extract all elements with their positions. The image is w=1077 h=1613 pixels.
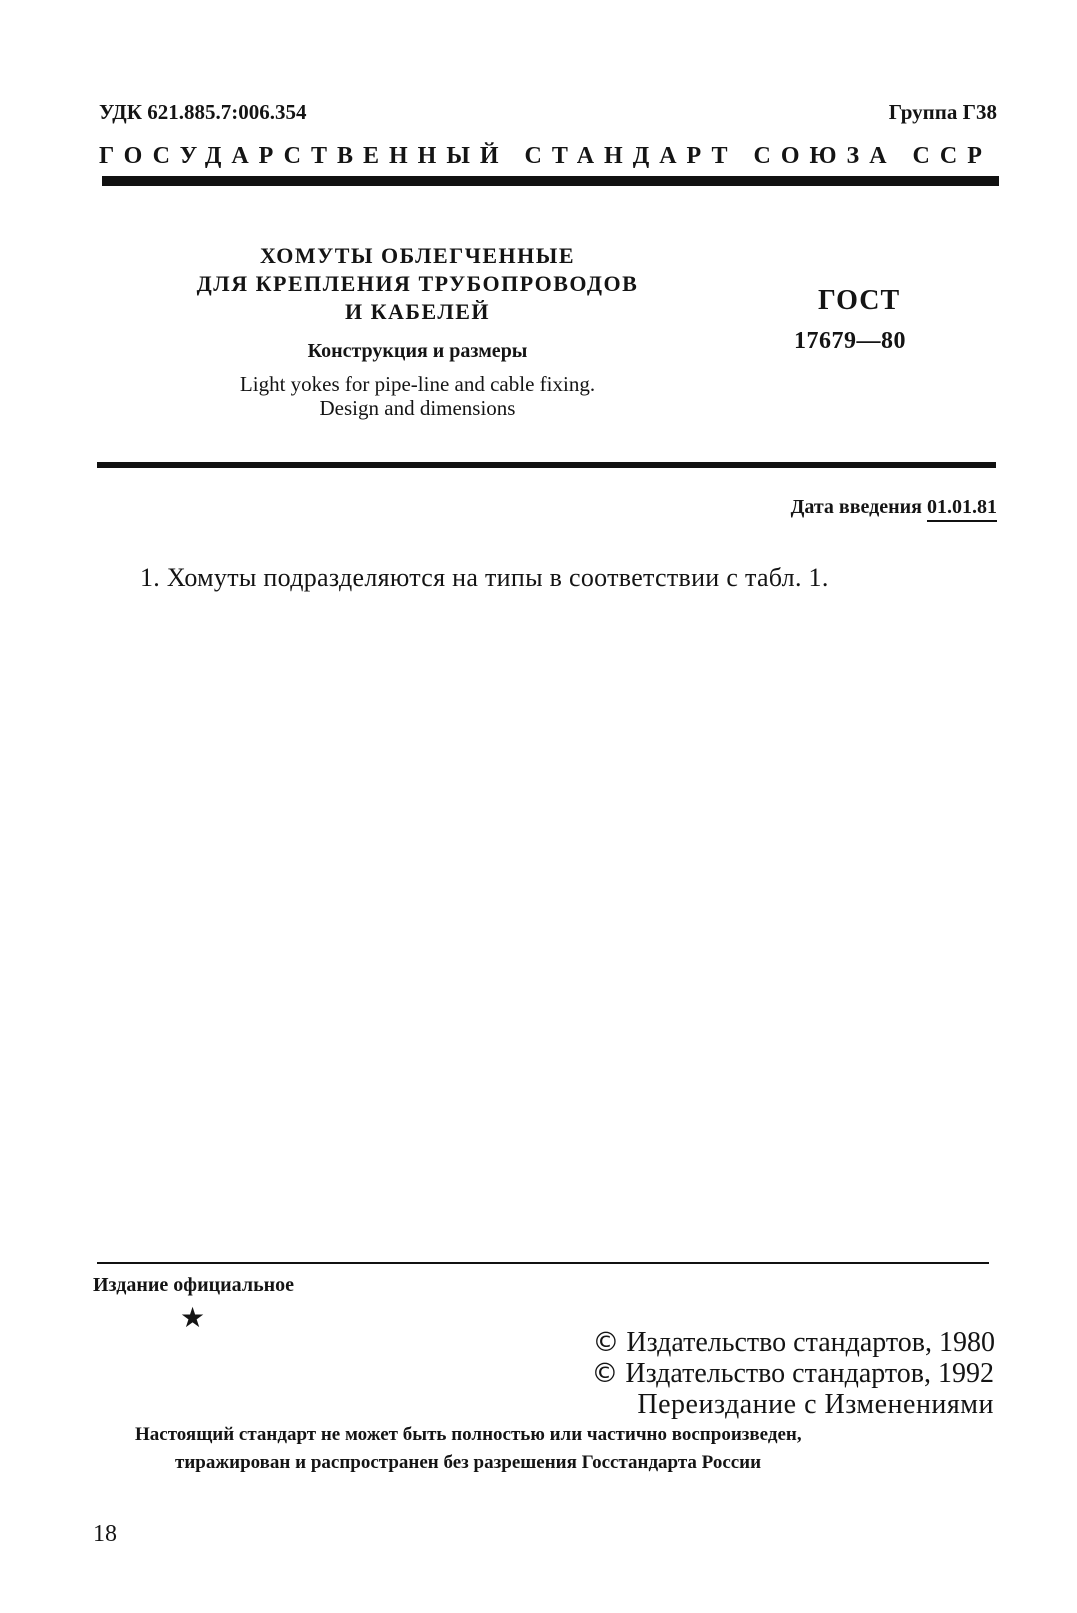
title-line-2: ДЛЯ КРЕПЛЕНИЯ ТРУБОПРОВОДОВ: [196, 271, 639, 296]
notice-line-2: тиражирован и распространен без разрешения Госстандарта России: [175, 1452, 762, 1473]
star-icon: ★: [180, 1303, 206, 1334]
copyright-icon: ©: [591, 1358, 619, 1389]
gost-label: ГОСТ: [818, 285, 901, 316]
copyright-1992-text: Издательство стандартов, 1992: [625, 1358, 994, 1389]
middle-rule: [97, 462, 996, 468]
copyright-1992: [591, 1358, 994, 1390]
footer-rule: [97, 1262, 989, 1264]
copyright-icon: ©: [592, 1327, 620, 1358]
intro-date-label: Дата введения: [790, 496, 922, 518]
reissue-note: Переиздание с Изменениями: [637, 1389, 994, 1420]
official-edition: Издание официальное: [93, 1274, 295, 1296]
page-number: 18: [93, 1521, 117, 1547]
english-title-line-2: Design and dimensions: [319, 396, 516, 420]
copyright-1980: [592, 1327, 995, 1359]
english-title-line-1: Light yokes for pipe-line and cable fixing.: [239, 372, 596, 396]
udk-code: УДК 621.885.7:006.354: [99, 100, 307, 124]
title-line-1: ХОМУТЫ ОБЛЕГЧЕННЫЕ: [259, 243, 576, 268]
intro-date-value: 01.01.81: [927, 496, 997, 522]
copyright-1980-text: Издательство стандартов, 1980: [626, 1327, 995, 1358]
top-rule: [102, 176, 999, 186]
intro-date: [791, 496, 997, 519]
paragraph-1: 1. Хомуты подразделяются на типы в соответствии с табл. 1.: [140, 563, 829, 592]
group-code: Группа Г38: [888, 100, 997, 124]
subtitle: Конструкция и размеры: [307, 340, 528, 362]
title-block: [175, 242, 660, 420]
reproduction-notice: [135, 1421, 995, 1477]
gost-number: 17679—80: [794, 328, 906, 354]
notice-line-1: Настоящий стандарт не может быть полностью или частично воспроизведен,: [135, 1424, 802, 1445]
title-line-3: И КАБЕЛЕЙ: [344, 299, 491, 324]
state-standard-heading: ГОСУДАРСТВЕННЫЙ СТАНДАРТ СОЮЗА ССР: [99, 143, 992, 169]
